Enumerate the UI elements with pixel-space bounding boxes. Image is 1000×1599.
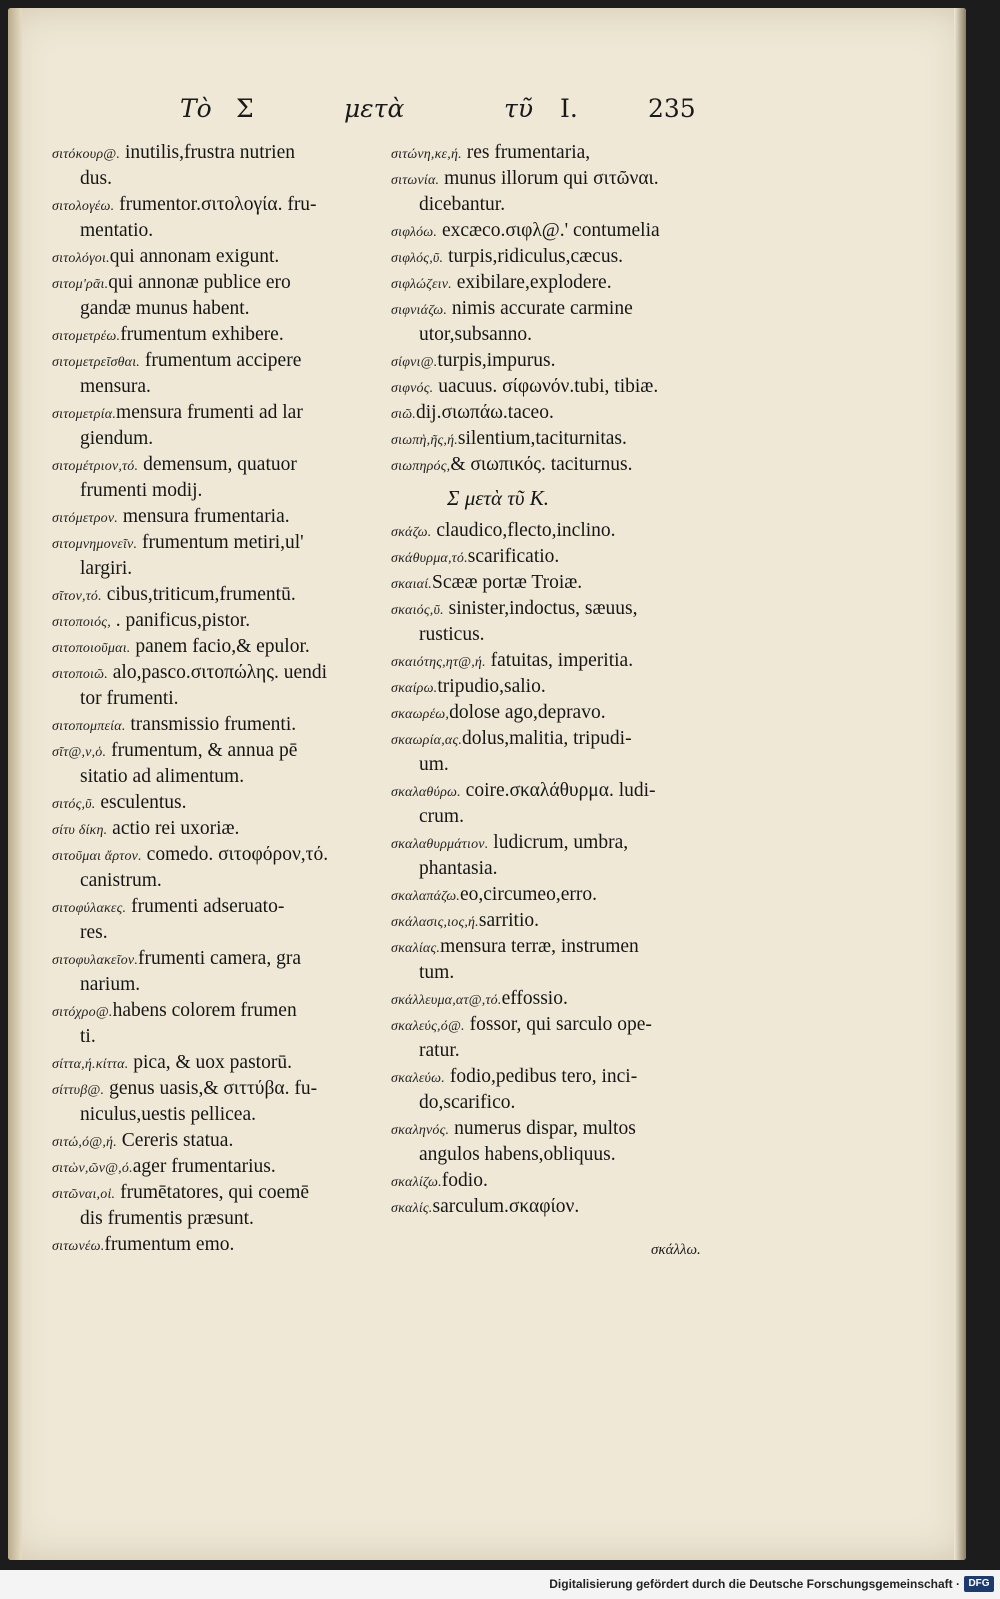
dictionary-line xyxy=(391,1168,731,1194)
greek-headword: σιτοποιοῦμαι. xyxy=(52,641,131,656)
greek-headword: σίττυβ@. xyxy=(52,1083,105,1098)
dictionary-line xyxy=(52,504,388,530)
latin-gloss: tor frumenti. xyxy=(80,688,179,709)
dictionary-line xyxy=(391,374,731,400)
latin-gloss: angulos habens,obliquus. xyxy=(419,1144,616,1165)
latin-gloss: frumētatores, qui coemē xyxy=(115,1182,310,1203)
dictionary-line xyxy=(391,192,731,218)
dictionary-line xyxy=(391,778,731,804)
latin-gloss: frumenti camera, gra xyxy=(138,948,301,969)
latin-gloss: res. xyxy=(80,922,108,943)
greek-headword: σιτωνία. xyxy=(391,173,440,188)
latin-gloss: utor,subsanno. xyxy=(419,324,532,345)
dictionary-line xyxy=(391,218,731,244)
greek-headword: σκαιός,ῦ. xyxy=(391,603,444,618)
latin-gloss: frumentum accipere xyxy=(140,350,302,371)
dictionary-line xyxy=(52,244,388,270)
latin-gloss: crum. xyxy=(419,806,464,827)
dictionary-line xyxy=(52,1128,388,1154)
dictionary-line xyxy=(52,556,388,582)
latin-gloss: tripudio,salio. xyxy=(437,676,546,697)
book-page xyxy=(8,8,966,1560)
dictionary-line xyxy=(391,986,731,1012)
latin-gloss: ager frumentarius. xyxy=(132,1156,276,1177)
greek-headword: σιτοφυλακεῖον. xyxy=(52,953,139,968)
dictionary-line xyxy=(391,1090,731,1116)
dictionary-line xyxy=(52,738,388,764)
greek-headword: σκαληνός. xyxy=(391,1123,450,1138)
greek-headword: σιτομ'ρᾶι. xyxy=(52,277,109,292)
dictionary-line xyxy=(52,478,388,504)
dictionary-line xyxy=(391,726,731,752)
dictionary-line xyxy=(391,1064,731,1090)
running-head xyxy=(8,94,966,134)
latin-gloss: transmissio frumenti. xyxy=(125,714,297,735)
dictionary-line xyxy=(52,530,388,556)
latin-gloss: phantasia. xyxy=(419,858,498,879)
latin-gloss: ti. xyxy=(80,1026,96,1047)
latin-gloss: scarificatio. xyxy=(467,546,560,567)
greek-headword: σίτυ δίκη. xyxy=(52,823,108,838)
latin-gloss: frumentor.σιτολογία. fru- xyxy=(114,194,317,215)
dictionary-line xyxy=(391,934,731,960)
page-edge xyxy=(954,8,966,1560)
greek-headword: σῖτον,τό. xyxy=(52,589,102,604)
latin-gloss: mentatio. xyxy=(80,220,154,241)
latin-gloss: giendum. xyxy=(80,428,154,449)
dictionary-line xyxy=(52,1232,388,1258)
greek-headword: σιτοφύλακες. xyxy=(52,901,127,916)
latin-gloss: claudico,flecto,inclino. xyxy=(431,520,616,541)
dictionary-line xyxy=(391,426,731,452)
latin-gloss: fatuitas, imperitia. xyxy=(485,650,634,671)
greek-headword: σιφλόω. xyxy=(391,225,438,240)
dictionary-line xyxy=(391,856,731,882)
latin-gloss: sarculum.σκαφίον. xyxy=(432,1196,580,1217)
greek-headword: σκαλεύω. xyxy=(391,1071,445,1086)
page-gutter xyxy=(8,8,22,1560)
page-number: 235 xyxy=(648,94,696,123)
dictionary-line xyxy=(52,972,388,998)
dictionary-line xyxy=(391,544,731,570)
greek-headword: σιτωνέω. xyxy=(52,1239,105,1254)
latin-gloss: ludicrum, umbra, xyxy=(488,832,629,853)
dictionary-line xyxy=(391,700,731,726)
latin-gloss: frumentum exhibere. xyxy=(120,324,284,345)
latin-gloss: dolose ago,depravo. xyxy=(449,702,606,723)
latin-gloss: turpis,impurus. xyxy=(437,350,556,371)
dictionary-line xyxy=(391,1012,731,1038)
greek-headword: σκαλίζω. xyxy=(391,1175,442,1190)
dictionary-line xyxy=(52,946,388,972)
dictionary-line xyxy=(391,882,731,908)
greek-headword: σκαιότης,ητ@,ή. xyxy=(391,655,486,670)
greek-headword: σκάζω. xyxy=(391,525,432,540)
dictionary-line xyxy=(391,140,731,166)
dictionary-line xyxy=(52,816,388,842)
greek-headword: σίττα,ή.κίττα. xyxy=(52,1057,129,1072)
latin-gloss: rusticus. xyxy=(419,624,485,645)
latin-gloss: tum. xyxy=(419,962,455,983)
dictionary-line xyxy=(52,426,388,452)
dictionary-line xyxy=(52,790,388,816)
dictionary-line xyxy=(391,596,731,622)
dictionary-line xyxy=(52,712,388,738)
latin-gloss: & σιωπικός. taciturnus. xyxy=(450,454,633,475)
dictionary-line xyxy=(391,908,731,934)
greek-headword: σίφνι@. xyxy=(391,355,438,370)
dictionary-line xyxy=(391,452,731,478)
greek-headword: σιτομνημονεῖν. xyxy=(52,537,138,552)
greek-headword: σκαλαθύρω. xyxy=(391,785,461,800)
latin-gloss: cibus,triticum,frumentū. xyxy=(101,584,296,605)
dictionary-line xyxy=(52,140,388,166)
dictionary-line xyxy=(52,764,388,790)
dictionary-line xyxy=(391,752,731,778)
dictionary-line xyxy=(52,1024,388,1050)
dictionary-line xyxy=(52,192,388,218)
catchword: σκάλλω. xyxy=(651,1242,701,1258)
section-heading: Σ μετὰ τῦ Κ. xyxy=(447,486,549,510)
latin-gloss: dij.σιωπάω.taceo. xyxy=(415,402,554,423)
greek-headword: σκάλασις,ιος,ή. xyxy=(391,915,479,930)
greek-headword: σκαλαπάζω. xyxy=(391,889,460,904)
greek-headword: σιτός,ῦ. xyxy=(52,797,96,812)
latin-gloss: munus illorum qui σιτῶναι. xyxy=(439,168,659,189)
dictionary-line xyxy=(391,400,731,426)
latin-gloss: inutilis,frustra nutrien xyxy=(120,142,295,163)
greek-headword: σιτώνη,κε,ή. xyxy=(391,147,462,162)
greek-headword: σκαλίς. xyxy=(391,1201,433,1216)
latin-gloss: dolus,malitia, tripudi- xyxy=(462,728,632,749)
latin-gloss: sinister,indoctus, sæuus, xyxy=(443,598,638,619)
dictionary-line xyxy=(52,400,388,426)
dictionary-line xyxy=(391,1038,731,1064)
footer-bar xyxy=(0,1570,1000,1599)
latin-gloss: sitatio ad alimentum. xyxy=(80,766,245,787)
greek-headword: σιφνός. xyxy=(391,381,434,396)
latin-gloss: demensum, quatuor xyxy=(138,454,297,475)
latin-gloss: um. xyxy=(419,754,449,775)
latin-gloss: turpis,ridiculus,cæcus. xyxy=(443,246,624,267)
greek-headword: σιτόχρο@. xyxy=(52,1005,113,1020)
latin-gloss: fossor, qui sarculo ope- xyxy=(464,1014,652,1035)
dictionary-line xyxy=(391,570,731,596)
running-head-part: Ι. xyxy=(560,94,578,123)
latin-gloss: canistrum. xyxy=(80,870,162,891)
greek-headword: σιωπὴ,ῆς,ή. xyxy=(391,433,458,448)
latin-gloss: effossio. xyxy=(501,988,568,1009)
latin-gloss: dus. xyxy=(80,168,112,189)
greek-headword: σιτολόγοι. xyxy=(52,251,110,266)
latin-gloss: eo,circumeo,erro. xyxy=(460,884,597,905)
greek-headword: σκαλίας. xyxy=(391,941,441,956)
greek-headword: σκαλαθυρμάτιον. xyxy=(391,837,489,852)
latin-gloss: frumentum, & annua pē xyxy=(106,740,298,761)
latin-gloss: coire.σκαλάθυρμα. ludi- xyxy=(460,780,656,801)
latin-gloss: frumentum metiri,ul' xyxy=(137,532,304,553)
dictionary-line xyxy=(52,920,388,946)
dictionary-line xyxy=(391,960,731,986)
dictionary-line xyxy=(391,648,731,674)
greek-headword: σιτομετρεῖσθαι. xyxy=(52,355,141,370)
running-head-part: τῦ xyxy=(504,94,534,123)
greek-headword: σιφλώζειν. xyxy=(391,277,452,292)
dictionary-line xyxy=(391,166,731,192)
dictionary-line xyxy=(52,218,388,244)
latin-gloss: ratur. xyxy=(419,1040,460,1061)
greek-headword: σιτομετρέω. xyxy=(52,329,121,344)
dictionary-line xyxy=(52,322,388,348)
greek-headword: σιῶ. xyxy=(391,407,416,422)
right-column-bottom xyxy=(391,518,731,1220)
dictionary-line xyxy=(52,608,388,634)
dictionary-line xyxy=(52,842,388,868)
latin-gloss: exibilare,explodere. xyxy=(451,272,612,293)
dictionary-line xyxy=(391,348,731,374)
dictionary-line xyxy=(52,1154,388,1180)
latin-gloss: dicebantur. xyxy=(419,194,506,215)
latin-gloss: silentium,taciturnitas. xyxy=(457,428,627,449)
latin-gloss: frumentum emo. xyxy=(104,1234,235,1255)
latin-gloss: . panificus,pistor. xyxy=(110,610,251,631)
latin-gloss: niculus,uestis pellicea. xyxy=(80,1104,256,1125)
greek-headword: σκαιαί. xyxy=(391,577,433,592)
latin-gloss: dis frumentis præsunt. xyxy=(80,1208,254,1229)
greek-headword: σιτοπομπεία. xyxy=(52,719,126,734)
dictionary-line xyxy=(52,582,388,608)
latin-gloss: frumenti modij. xyxy=(80,480,203,501)
footer-credit: Digitalisierung gefördert durch die Deutsche Forschungsgemeinschaft · xyxy=(549,1577,960,1591)
dictionary-line xyxy=(52,270,388,296)
greek-headword: σκαωρία,ας. xyxy=(391,733,463,748)
dictionary-line xyxy=(52,452,388,478)
latin-gloss: panem facio,& epulor. xyxy=(130,636,310,657)
latin-gloss: largiri. xyxy=(80,558,133,579)
greek-headword: σκαίρω. xyxy=(391,681,438,696)
dictionary-line xyxy=(52,660,388,686)
dictionary-line xyxy=(391,674,731,700)
latin-gloss: qui annonæ publice ero xyxy=(108,272,291,293)
dictionary-line xyxy=(391,1116,731,1142)
dictionary-line xyxy=(52,374,388,400)
running-head-part: μετὰ xyxy=(344,94,405,123)
latin-gloss: do,scarifico. xyxy=(419,1092,516,1113)
greek-headword: σιτοποιός, xyxy=(52,615,111,630)
latin-gloss: excæco.σιφλ@.' contumelia xyxy=(437,220,660,241)
greek-headword: σκάθυρμα,τό. xyxy=(391,551,468,566)
greek-headword: σκάλλευμα,ατ@,τό. xyxy=(391,993,502,1008)
latin-gloss: mensura frumenti ad lar xyxy=(116,402,303,423)
dictionary-line xyxy=(52,1206,388,1232)
latin-gloss: sarritio. xyxy=(478,910,539,931)
right-column xyxy=(391,140,731,1220)
greek-headword: σιτόμετρον. xyxy=(52,511,118,526)
latin-gloss: Scææ portæ Troiæ. xyxy=(432,572,583,593)
latin-gloss: res frumentaria, xyxy=(461,142,591,163)
dictionary-line xyxy=(52,998,388,1024)
running-head-part: Τὸ xyxy=(180,94,212,123)
latin-gloss: qui annonam exigunt. xyxy=(109,246,280,267)
latin-gloss: pica, & uox pastorū. xyxy=(128,1052,292,1073)
greek-headword: σιτοῦμαι ἄρτον. xyxy=(52,849,142,864)
dfg-logo: DFG xyxy=(964,1576,994,1592)
latin-gloss: mensura frumentaria. xyxy=(118,506,290,527)
latin-gloss: nimis accurate carmine xyxy=(447,298,633,319)
dictionary-line xyxy=(52,868,388,894)
latin-gloss: genus uasis,& σιττύβα. fu- xyxy=(104,1078,318,1099)
dictionary-line xyxy=(391,270,731,296)
dictionary-line xyxy=(391,622,731,648)
latin-gloss: gandæ munus habent. xyxy=(80,298,250,319)
dictionary-line xyxy=(391,804,731,830)
right-column-top xyxy=(391,140,731,478)
greek-headword: σιτόκουρ@. xyxy=(52,147,121,162)
dictionary-line xyxy=(391,830,731,856)
greek-headword: σιτῶναι,οἱ. xyxy=(52,1187,116,1202)
dictionary-line xyxy=(52,686,388,712)
latin-gloss: uacuus. σίφωνόν.tubi, tibiæ. xyxy=(433,376,659,397)
greek-headword: σιφλός,ῦ. xyxy=(391,251,444,266)
latin-gloss: actio rei uxoriæ. xyxy=(107,818,240,839)
greek-headword: σκαωρέω, xyxy=(391,707,450,722)
running-head-part: Σ xyxy=(236,94,254,123)
dictionary-line xyxy=(52,348,388,374)
dictionary-line xyxy=(52,1180,388,1206)
latin-gloss: numerus dispar, multos xyxy=(449,1118,636,1139)
dictionary-line xyxy=(391,1194,731,1220)
greek-headword: σιτὼν,ῶν@,ό. xyxy=(52,1161,133,1176)
greek-headword: σιτομέτριον,τό. xyxy=(52,459,139,474)
latin-gloss: fodio,pedibus tero, inci- xyxy=(444,1066,638,1087)
latin-gloss: mensura. xyxy=(80,376,151,397)
latin-gloss: mensura terræ, instrumen xyxy=(440,936,639,957)
dictionary-line xyxy=(391,296,731,322)
dictionary-line xyxy=(52,1050,388,1076)
latin-gloss: alo,pasco.σιτοπώλης. uendi xyxy=(107,662,328,683)
dictionary-line xyxy=(52,166,388,192)
dictionary-line xyxy=(391,244,731,270)
latin-gloss: comedo. σιτοφόρον,τό. xyxy=(141,844,329,865)
greek-headword: σιωπηρός, xyxy=(391,459,451,474)
greek-headword: σῖτ@,ν,ὁ. xyxy=(52,745,107,760)
dictionary-line xyxy=(391,518,731,544)
dictionary-line xyxy=(52,1102,388,1128)
dictionary-line xyxy=(52,634,388,660)
latin-gloss: habens colorem frumen xyxy=(112,1000,297,1021)
dictionary-line xyxy=(391,322,731,348)
greek-headword: σιτολογέω. xyxy=(52,199,115,214)
dictionary-line xyxy=(52,894,388,920)
dictionary-line xyxy=(391,1142,731,1168)
greek-headword: σιτώ,ό@,ή. xyxy=(52,1135,117,1150)
greek-headword: σιφνιάζω. xyxy=(391,303,448,318)
dictionary-line xyxy=(52,1076,388,1102)
greek-headword: σιτοποιῶ. xyxy=(52,667,108,682)
latin-gloss: narium. xyxy=(80,974,141,995)
greek-headword: σιτομετρία. xyxy=(52,407,117,422)
latin-gloss: frumenti adseruato- xyxy=(126,896,285,917)
latin-gloss: esculentus. xyxy=(95,792,187,813)
latin-gloss: Cereris statua. xyxy=(116,1130,234,1151)
left-column xyxy=(52,140,388,1258)
latin-gloss: fodio. xyxy=(441,1170,488,1191)
dictionary-line xyxy=(52,296,388,322)
greek-headword: σκαλεύς,ό@. xyxy=(391,1019,465,1034)
